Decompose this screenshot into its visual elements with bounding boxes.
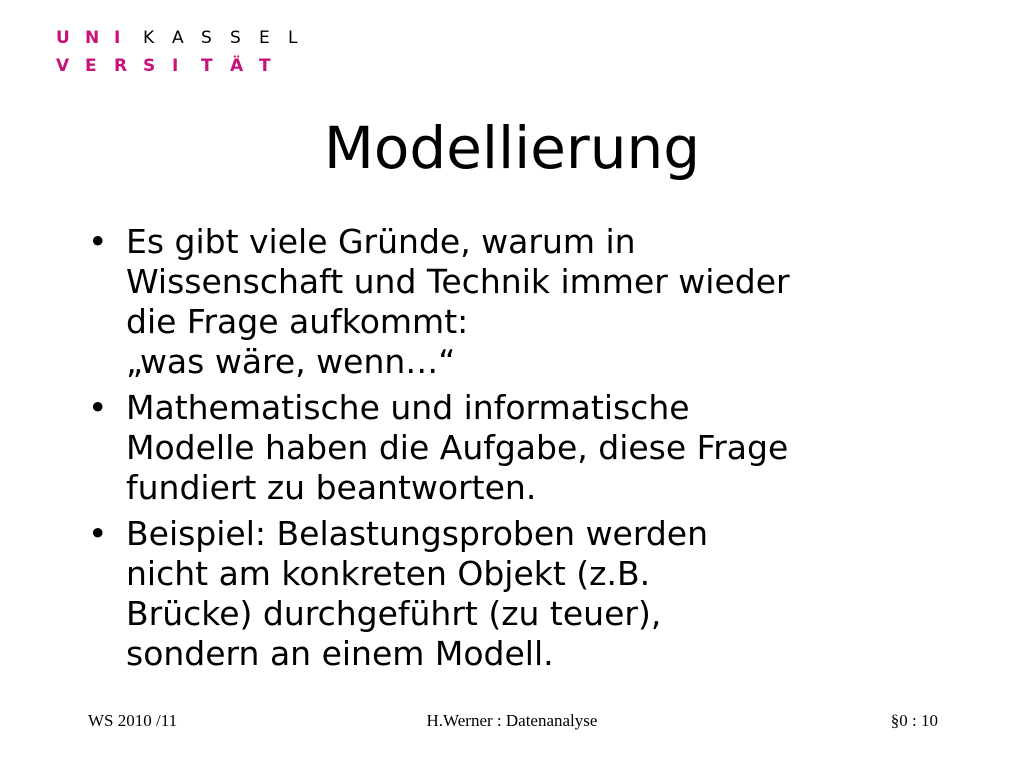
bullet-text-line: Beispiel: Belastungsproben werden — [126, 514, 709, 553]
bullet-item — [88, 222, 948, 382]
bullet-text-line: „was wäre, wenn…“ — [126, 342, 456, 381]
bullet-text-line: Modelle haben die Aufgabe, diese Frage — [126, 428, 789, 467]
logo-row-bottom — [56, 56, 288, 76]
bullet-text-line: die Frage aufkommt: — [126, 302, 469, 341]
slide-title: Modellierung — [323, 114, 701, 182]
logo-letter: S — [230, 28, 241, 48]
logo-letter: T — [201, 56, 213, 76]
logo-row-top — [56, 28, 317, 48]
bullet-point-icon: • — [88, 222, 108, 261]
bullet-text-line: sondern an einem Modell. — [126, 634, 554, 673]
bullet-text-line: Brücke) durchgeführt (zu teuer), — [126, 594, 662, 633]
logo-letter: E — [85, 56, 97, 76]
logo-letter: E — [259, 28, 270, 48]
bullet-point-icon: • — [88, 388, 108, 427]
logo-letter: R — [114, 56, 128, 76]
logo-letter: N — [85, 28, 100, 48]
logo-letter: S — [143, 56, 156, 76]
logo-letter: I — [172, 56, 179, 76]
logo-letter: L — [288, 28, 298, 48]
logo-letter: T — [259, 56, 271, 76]
bullet-point-icon: • — [88, 514, 108, 553]
bullet-text-line: fundiert zu beantworten. — [126, 468, 537, 507]
bullet-item — [88, 514, 948, 674]
bullet-item — [88, 388, 948, 508]
bullet-text-line: nicht am konkreten Objekt (z.B. — [126, 554, 651, 593]
bullet-text-line: Es gibt viele Gründe, warum in — [126, 222, 636, 261]
bullet-text-line: Mathematische und informatische — [126, 388, 690, 427]
logo-letter: U — [56, 28, 70, 48]
logo-letter: V — [56, 56, 70, 76]
footer-page-number: §0 : 10 — [890, 711, 938, 730]
logo-letter: A — [172, 28, 184, 48]
logo-letter: I — [114, 28, 121, 48]
logo-letter: K — [143, 28, 155, 48]
university-logo — [56, 28, 296, 80]
logo-letter: Ä — [230, 56, 244, 76]
logo-letter: S — [201, 28, 212, 48]
bullet-list — [88, 222, 948, 680]
footer-course: H.Werner : Datenanalyse — [426, 711, 598, 730]
bullet-text-line: Wissenschaft und Technik immer wieder — [126, 262, 790, 301]
slide-footer — [0, 709, 1024, 733]
footer-semester: WS 2010 /11 — [88, 711, 178, 730]
